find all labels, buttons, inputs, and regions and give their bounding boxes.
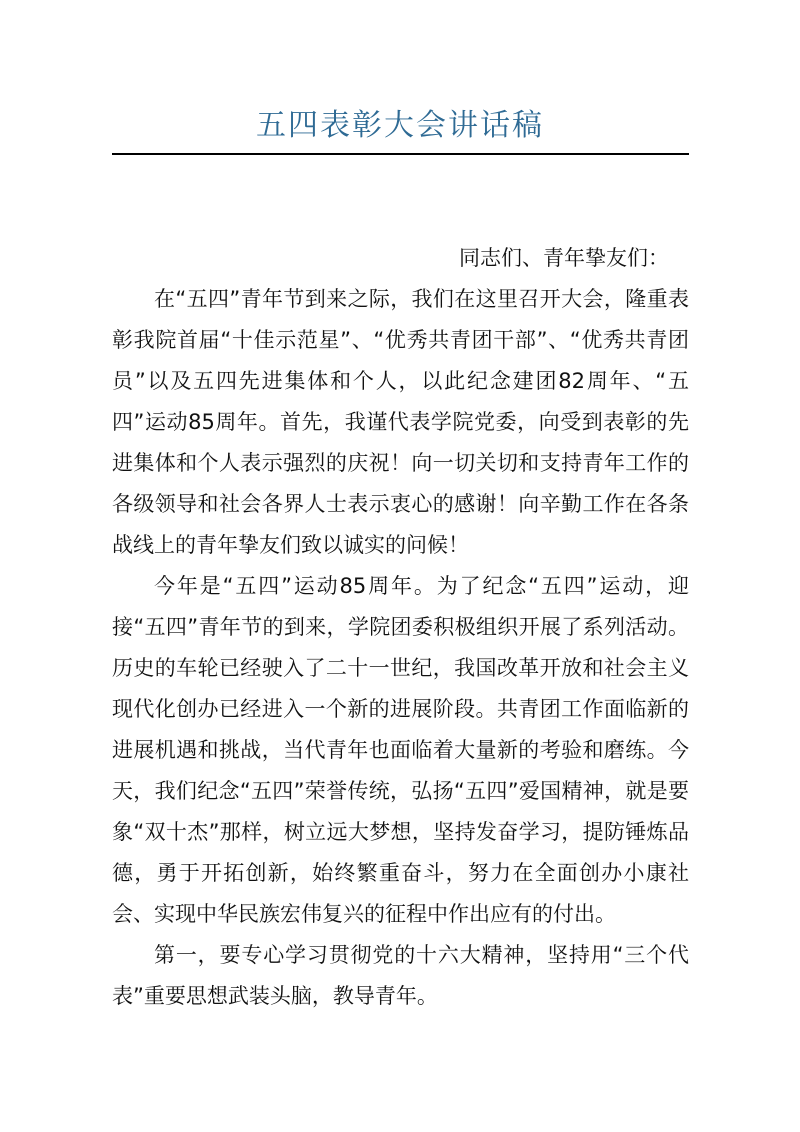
paragraph-1: 在“五四”青年节到来之际，我们在这里召开大会，隆重表彰我院首届“十佳示范星”、“优秀共青团干部”、“优秀共青团员”以及五四先进集体和个人，以此纪念建团82周年、“五四”运动85周年。首先，我谨代表学院党委，向受到表彰的先进集体和个人表示强烈的庆祝！向一切关切和支持青年工作的各级领导和社会各界人士表示衷心的感谢！向辛勤工作在各条战线上的青年挚友们致以诚实的问候！	[112, 287, 689, 557]
document-body	[112, 238, 689, 1017]
title-divider	[112, 153, 689, 155]
salutation: 同志们、青年挚友们：	[459, 246, 669, 270]
paragraph-3: 第一，要专心学习贯彻党的十六大精神，坚持用“三个代表”重要思想武装头脑，教导青年。	[112, 943, 689, 1008]
document-title: 五四表彰大会讲话稿	[256, 108, 544, 143]
paragraph-2: 今年是“五四”运动85周年。为了纪念“五四”运动，迎接“五四”青年节的到来，学院团委积极组织开展了系列活动。历史的车轮已经驶入了二十一世纪，我国改革开放和社会主义现代化创办已经进入一个新的进展阶段。共青团工作面临新的进展机遇和挑战，当代青年也面临着大量新的考验和磨练。今天，我们纪念“五四”荣誉传统，弘扬“五四”爱国精神，就是要象“双十杰”那样，树立远大梦想，坚持发奋学习，提防锤炼品德，勇于开拓创新，始终繁重奋斗，努力在全面创办小康社会、实现中华民族宏伟复兴的征程中作出应有的付出。	[112, 574, 689, 926]
